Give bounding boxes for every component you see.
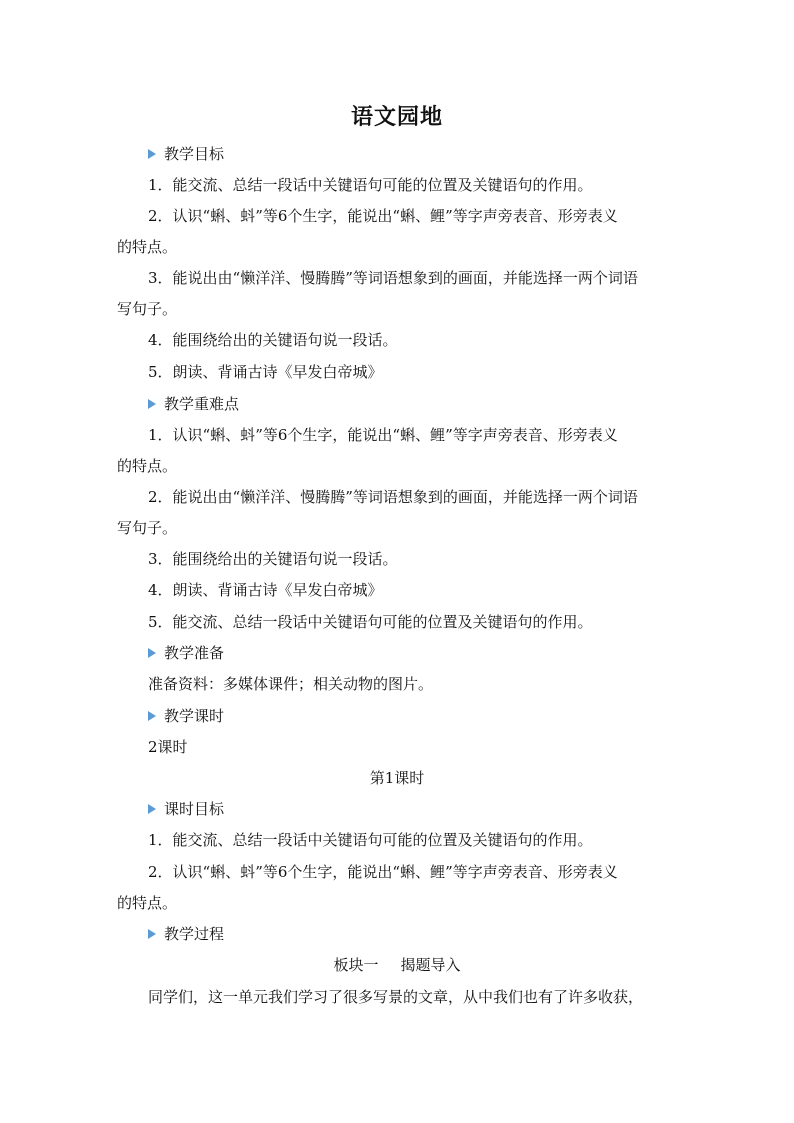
process-heading: 教学过程 bbox=[148, 924, 708, 944]
goals-heading: 教学目标 bbox=[148, 144, 708, 164]
goal-line: 写句子。 bbox=[117, 300, 178, 318]
goal-line: 5．朗读、背诵古诗《早发白帝城》 bbox=[148, 363, 383, 381]
lesson-goal-line: 2．认识“蝌、蚪”等6个生字，能说出“蝌、鲤”等字声旁表音、形旁表义 bbox=[148, 863, 618, 881]
triangle-bullet-icon bbox=[148, 929, 156, 939]
lesson-goal-line: 1．能交流、总结一段话中关键语句可能的位置及关键语句的作用。 bbox=[148, 831, 593, 849]
page-title: 语文园地 bbox=[350, 104, 443, 130]
goal-line: 的特点。 bbox=[117, 238, 178, 256]
goal-line: 3．能说出由“懒洋洋、慢腾腾”等词语想象到的画面，并能选择一两个词语 bbox=[148, 269, 638, 287]
key-line: 4．朗读、背诵古诗《早发白帝城》 bbox=[148, 581, 383, 599]
lesson-goal-line: 的特点。 bbox=[117, 894, 178, 912]
key-line: 的特点。 bbox=[117, 457, 178, 475]
triangle-bullet-icon bbox=[148, 399, 156, 409]
key-line: 1．认识“蝌、蚪”等6个生字，能说出“蝌、鲤”等字声旁表音、形旁表义 bbox=[148, 426, 618, 444]
key-line: 写句子。 bbox=[117, 519, 178, 537]
triangle-bullet-icon bbox=[148, 804, 156, 814]
lesson-goals-heading: 课时目标 bbox=[148, 799, 708, 819]
lesson-title: 第1课时 bbox=[369, 769, 425, 787]
prep-heading: 教学准备 bbox=[148, 643, 708, 663]
key-line: 3．能围绕给出的关键语句说一段话。 bbox=[148, 550, 398, 568]
goal-line: 1．能交流、总结一段话中关键语句可能的位置及关键语句的作用。 bbox=[148, 176, 593, 194]
triangle-bullet-icon bbox=[148, 711, 156, 721]
key-line: 2．能说出由“懒洋洋、慢腾腾”等词语想象到的画面，并能选择一两个词语 bbox=[148, 488, 638, 506]
key-line: 5．能交流、总结一段话中关键语句可能的位置及关键语句的作用。 bbox=[148, 613, 593, 631]
hours-line: 2课时 bbox=[148, 738, 188, 756]
block-title: 板块一 揭题导入 bbox=[333, 956, 461, 974]
intro-line: 同学们，这一单元我们学习了很多写景的文章，从中我们也有了许多收获， bbox=[148, 988, 644, 1006]
prep-line: 准备资料：多媒体课件；相关动物的图片。 bbox=[148, 675, 434, 693]
goal-line: 4．能围绕给出的关键语句说一段话。 bbox=[148, 331, 398, 349]
hours-heading: 教学课时 bbox=[148, 706, 708, 726]
triangle-bullet-icon bbox=[148, 648, 156, 658]
goal-line: 2．认识“蝌、蚪”等6个生字，能说出“蝌、鲤”等字声旁表音、形旁表义 bbox=[148, 207, 618, 225]
triangle-bullet-icon bbox=[148, 149, 156, 159]
key-heading: 教学重难点 bbox=[148, 394, 708, 414]
